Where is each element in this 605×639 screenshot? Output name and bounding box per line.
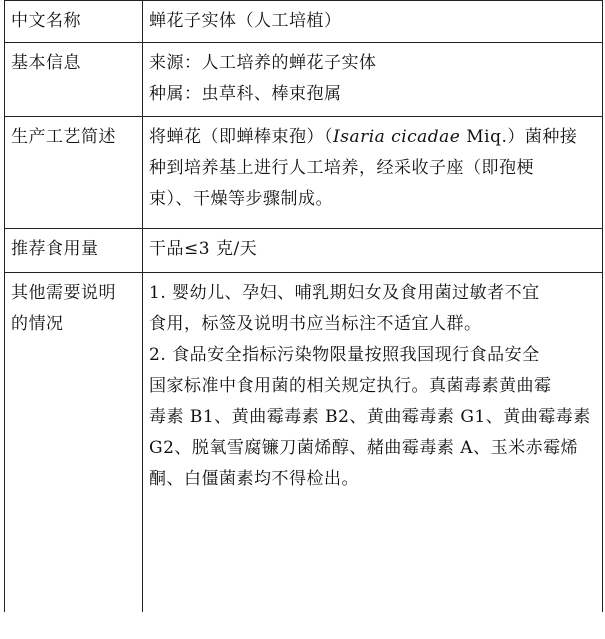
label-basic-info: 基本信息	[5, 43, 143, 117]
process-line-1-post: Miq.）菌种接	[460, 127, 578, 147]
basic-info-source: 来源：人工培养的蝉花子实体	[149, 53, 377, 73]
other-notes-line-5: 毒素 B1、黄曲霉毒素 B2、黄曲霉毒素 G1、黄曲霉毒素	[149, 407, 591, 427]
other-notes-line-4: 国家标准中食用菌的相关规定执行。真菌毒素黄曲霉	[149, 376, 552, 396]
label-chinese-name: 中文名称	[5, 1, 143, 43]
label-other-notes-line-1: 其他需要说明	[11, 283, 116, 303]
row-chinese-name	[5, 1, 603, 43]
basic-info-genus: 种属：虫草科、棒束孢属	[149, 84, 342, 104]
value-process	[143, 117, 603, 229]
process-line-1	[149, 122, 596, 153]
row-dosage	[5, 229, 603, 273]
info-table	[4, 0, 603, 612]
process-line-3: 束）、干燥等步骤制成。	[149, 189, 333, 209]
label-other-notes-line-2: 的情况	[11, 314, 64, 334]
other-notes-line-1: 1. 婴幼儿、孕妇、哺乳期妇女及食用菌过敏者不宜	[149, 283, 540, 303]
row-process	[5, 117, 603, 229]
other-notes-line-3: 2. 食品安全指标污染物限量按照我国现行食品安全	[149, 345, 540, 365]
value-other-notes	[143, 273, 603, 613]
process-line-1-pre: 将蝉花（即蝉棒束孢）（	[149, 127, 333, 147]
process-line-2: 种到培养基上进行人工培养，经采收子座（即孢梗	[149, 158, 534, 178]
value-chinese-name: 蝉花子实体（人工培植）	[143, 1, 603, 43]
other-notes-line-2: 食用，标签及说明书应当标注不适宜人群。	[149, 314, 482, 334]
label-process: 生产工艺简述	[5, 117, 143, 229]
value-basic-info	[143, 43, 603, 117]
row-other-notes	[5, 273, 603, 613]
label-other-notes	[5, 273, 143, 613]
label-dosage: 推荐食用量	[5, 229, 143, 273]
row-basic-info	[5, 43, 603, 117]
process-latin-name: Isaria cicadae	[333, 127, 461, 147]
other-notes-line-7: 酮、白僵菌素均不得检出。	[149, 469, 359, 489]
other-notes-line-6: G2、脱氧雪腐镰刀菌烯醇、赭曲霉毒素 A、玉米赤霉烯	[149, 438, 579, 458]
value-dosage: 干品≤3 克/天	[143, 229, 603, 273]
